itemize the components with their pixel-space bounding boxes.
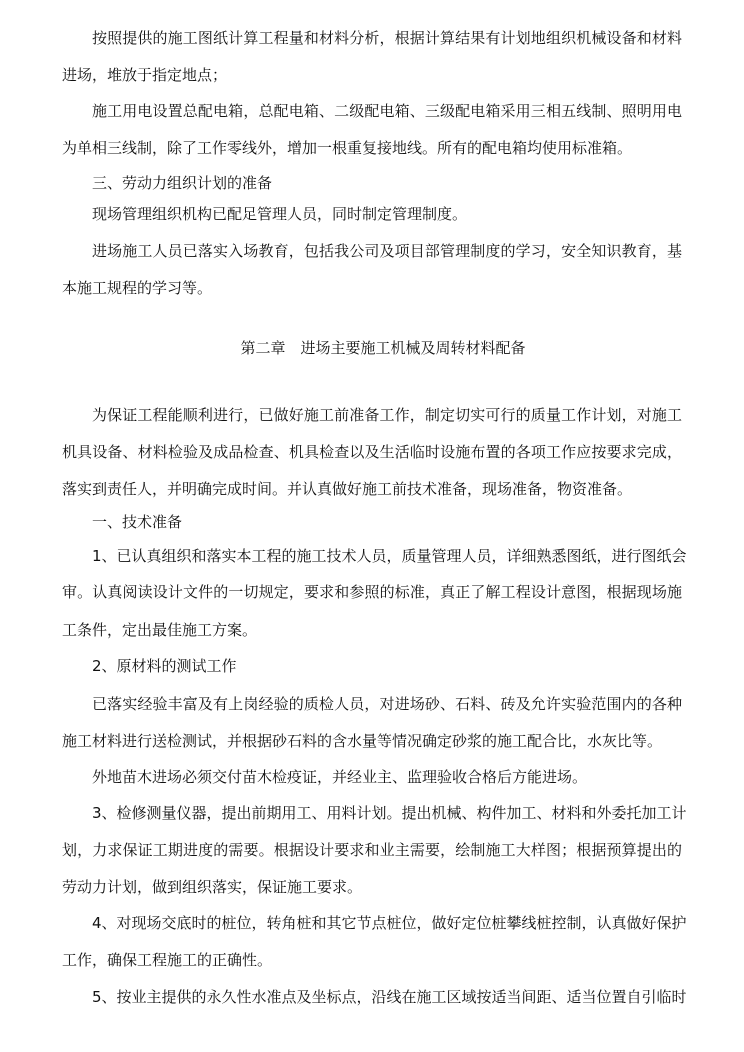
paragraph-line: 审。认真阅读设计文件的一切规定，要求和参照的标准，真正了解工程设计意图，根据现场施 — [62, 583, 682, 601]
chapter-title: 第二章 进场主要施工机械及周转材料配备 — [240, 339, 526, 357]
paragraph-line: 工作，确保工程施工的正确性。 — [62, 951, 273, 969]
paragraph-line: 进场施工人员已落实入场教育，包括我公司及项目部管理制度的学习，安全知识教育，基 — [92, 242, 682, 260]
section-heading: 2、原材料的测试工作 — [92, 657, 237, 675]
paragraph-line: 本施工规程的学习等。 — [62, 279, 213, 297]
section-heading: 三、劳动力组织计划的准备 — [92, 174, 273, 192]
paragraph-line: 5、按业主提供的永久性水准点及坐标点，沿线在施工区域按适当间距、适当位置自引临时 — [92, 988, 687, 1006]
paragraph-line: 已落实经验丰富及有上岗经验的质检人员，对进场砂、石料、砖及允许实验范围内的各种 — [92, 695, 682, 713]
paragraph-line: 施工材料进行送检测试，并根据砂石料的含水量等情况确定砂浆的施工配合比，水灰比等。 — [62, 732, 663, 750]
section-heading: 一、技术准备 — [92, 513, 183, 531]
paragraph-line: 工条件，定出最佳施工方案。 — [62, 621, 258, 639]
paragraph-line: 1、已认真组织和落实本工程的施工技术人员，质量管理人员，详细熟悉图纸，进行图纸会 — [92, 547, 687, 565]
paragraph-line: 为单相三线制，除了工作零线外，增加一根重复接地线。所有的配电箱均使用标准箱。 — [62, 139, 633, 157]
paragraph-line: 机具设备、材料检验及成品检查、机具检查以及生活临时设施布置的各项工作应按要求完成， — [62, 443, 682, 461]
paragraph-line: 劳动力计划，做到组织落实，保证施工要求。 — [62, 878, 363, 896]
paragraph-line: 外地苗木进场必须交付苗木检疫证，并经业主、监理验收合格后方能进场。 — [92, 768, 588, 786]
paragraph-line: 4、对现场交底时的桩位，转角桩和其它节点桩位，做好定位桩攀线桩控制，认真做好保护 — [92, 914, 687, 932]
paragraph-line: 进场，堆放于指定地点； — [62, 66, 228, 84]
paragraph-line: 划，力求保证工期进度的需要。根据设计要求和业主需要，绘制施工大样图；根据预算提出的 — [62, 841, 682, 859]
paragraph-line: 落实到责任人，并明确完成时间。并认真做好施工前技术准备，现场准备，物资准备。 — [62, 480, 633, 498]
paragraph-line: 按照提供的施工图纸计算工程量和材料分析，根据计算结果有计划地组织机械设备和材料 — [92, 29, 682, 47]
paragraph-line: 为保证工程能顺利进行，已做好施工前准备工作，制定切实可行的质量工作计划，对施工 — [92, 406, 682, 424]
paragraph-line: 施工用电设置总配电箱，总配电箱、二级配电箱、三级配电箱采用三相五线制、照明用电 — [92, 102, 682, 120]
paragraph-line: 现场管理组织机构已配足管理人员，同时制定管理制度。 — [92, 205, 468, 223]
paragraph-line: 3、检修测量仪器，提出前期用工、用料计划。提出机械、构件加工、材料和外委托加工计 — [92, 804, 687, 822]
